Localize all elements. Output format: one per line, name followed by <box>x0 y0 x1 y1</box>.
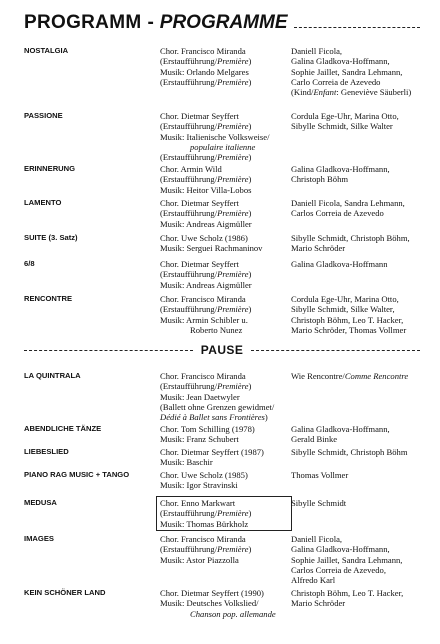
dancer-line: Wie Rencontre/Comme Rencontre <box>291 371 409 381</box>
entry-title: PASSIONE <box>24 111 63 120</box>
entry-credits <box>160 111 288 162</box>
dancer-line: Carlos Correia de Azevedo <box>291 208 384 219</box>
credit-line: Musik: Franz Schubert <box>160 434 239 445</box>
entry-title: LA QUINTRALA <box>24 371 81 380</box>
dancer-line: Carlo Correia de Azevedo <box>291 76 381 87</box>
entry-dancers <box>291 259 431 269</box>
entry-credits <box>160 534 288 565</box>
dancer-line: Galina Gladkova-Hoffmann, <box>291 56 390 67</box>
credit-line: Dédié à Ballet sans Frontières) <box>160 412 268 423</box>
entry-credits <box>156 496 292 531</box>
entry-title: PIANO RAG MUSIC + TANGO <box>24 470 130 479</box>
credit-line: (Erstaufführung/Première) <box>160 544 252 555</box>
dancer-line: Christoph Böhm, Leo T. Hacker, <box>291 314 404 325</box>
entry-title: KEIN SCHÖNER LAND <box>24 588 106 597</box>
entry-credits <box>160 424 288 445</box>
dancer-line: Daniell Ficola, <box>291 534 343 544</box>
entry-credits <box>160 233 288 254</box>
dancer-line: Sibylle Schmidt, Silke Walter <box>291 121 393 132</box>
entry-credits <box>160 259 288 290</box>
entry-credits <box>160 588 288 619</box>
dancer-line: Gerald Binke <box>291 434 338 445</box>
dancer-line: Galina Gladkova-Hoffmann, <box>291 164 390 174</box>
entry-credits <box>160 164 288 195</box>
entry-dancers <box>291 534 431 585</box>
dancer-line: Thomas Vollmer <box>291 470 349 480</box>
credit-line: Chanson pop. allemande <box>190 608 276 619</box>
entry-title: ERINNERUNG <box>24 164 76 173</box>
credit-line: Chor. Tom Schilling (1978) <box>160 424 255 434</box>
dancer-line: Cordula Ege-Uhr, Marina Otto, <box>291 294 399 304</box>
credit-line: Musik: Andreas Aigmüller <box>160 218 252 229</box>
credit-line: Chor. Francisco Miranda <box>160 46 246 56</box>
pause-rule-left <box>24 350 193 351</box>
credit-line: Chor. Dietmar Seyffert <box>160 198 239 208</box>
entry-dancers <box>291 198 431 219</box>
entry-title: LIEBESLIED <box>24 447 69 456</box>
credit-line: Chor. Francisco Miranda <box>160 294 246 304</box>
pause-label: PAUSE <box>200 343 244 357</box>
credit-line: (Erstaufführung/Première) <box>160 121 252 132</box>
entry-title: SUITE (3. Satz) <box>24 233 78 242</box>
entry-credits <box>160 470 288 491</box>
credit-line: (Erstaufführung/Première) <box>160 304 252 315</box>
title-separator: - <box>147 12 154 33</box>
credit-line: Chor. Uwe Scholz (1985) <box>160 470 248 480</box>
program-header <box>24 12 420 34</box>
credit-line: Musik: Armin Schibler u. <box>160 314 248 325</box>
credit-line: Musik: Italienische Volksweise/ <box>160 131 270 142</box>
dancer-line: Christoph Böhm, Leo T. Hacker, <box>291 588 404 598</box>
entry-dancers <box>291 588 431 609</box>
credit-line: Musik: Baschir <box>160 457 213 468</box>
entry-dancers <box>291 371 431 381</box>
dancer-line: Sibylle Schmidt, Christoph Böhm, <box>291 233 410 243</box>
pause-rule-right <box>251 350 420 351</box>
dancer-line: Sophie Jaillet, Sandra Lehmann, <box>291 66 403 77</box>
credit-line: (Erstaufführung/Première) <box>160 174 252 185</box>
dancer-line: Sophie Jaillet, Sandra Lehmann, <box>291 554 403 565</box>
credit-line: populaire italienne <box>190 141 256 152</box>
credit-line: Musik: Jean Daetwyler <box>160 391 240 402</box>
entry-dancers <box>291 233 431 254</box>
program-title-fr: PROGRAMME <box>159 12 288 33</box>
credit-line: Chor. Enno Markwart <box>160 498 236 508</box>
entry-dancers <box>291 498 431 508</box>
entry-credits <box>160 447 288 468</box>
credit-line: Musik: Andreas Aigmüller <box>160 279 252 290</box>
entry-dancers <box>291 294 431 335</box>
entry-title: MEDUSA <box>24 498 57 507</box>
pause-divider <box>24 343 420 357</box>
dancer-line: Sibylle Schmidt, Christoph Böhm <box>291 447 408 457</box>
dancer-line: Christoph Böhm <box>291 174 349 185</box>
entry-dancers <box>291 447 431 457</box>
credit-line: Musik: Thomas Bürkholz <box>160 518 249 529</box>
credit-line: Musik: Heitor Villa-Lobos <box>160 184 252 195</box>
entry-title: ABENDLICHE TÄNZE <box>24 424 102 433</box>
credit-line: Chor. Dietmar Seyffert <box>160 111 239 121</box>
entry-title: RENCONTRE <box>24 294 73 303</box>
credit-line: (Erstaufführung/Première) <box>160 208 252 219</box>
credit-line: Roberto Nunez <box>190 324 243 335</box>
dancer-line: Mario Schröder <box>291 243 346 254</box>
dancer-line: Mario Schröder, Thomas Vollmer <box>291 324 407 335</box>
dancer-line: Galina Gladkova-Hoffmann, <box>291 424 390 434</box>
credit-line: Chor. Armin Wild <box>160 164 222 174</box>
credit-line: (Ballett ohne Grenzen gewidmet/ <box>160 401 275 412</box>
entry-credits <box>160 371 288 422</box>
credit-line: (Erstaufführung/Première) <box>160 381 252 392</box>
credit-line: Musik: Serguei Rachmaninov <box>160 243 263 254</box>
credit-line: Musik: Deutsches Volkslied/ <box>160 598 259 609</box>
dancer-line: Carlos Correia de Azevedo, <box>291 564 386 575</box>
dancer-line: Galina Gladkova-Hoffmann <box>291 259 388 269</box>
entry-dancers <box>291 470 431 480</box>
dancer-line: Sibylle Schmidt <box>291 498 347 508</box>
entry-credits <box>160 198 288 229</box>
credit-line: (Erstaufführung/Première) <box>160 56 252 67</box>
credit-line: Chor. Francisco Miranda <box>160 371 246 381</box>
entry-dancers <box>291 111 431 132</box>
entry-credits <box>160 46 288 87</box>
credit-line: Musik: Igor Stravinski <box>160 480 238 491</box>
credit-line: Musik: Astor Piazzolla <box>160 554 239 565</box>
dancer-line: Galina Gladkova-Hoffmann, <box>291 544 390 555</box>
credit-line: Chor. Francisco Miranda <box>160 534 246 544</box>
entry-title: NOSTALGIA <box>24 46 69 55</box>
entry-dancers <box>291 424 431 445</box>
dancer-line: (Kind/Enfant: Geneviève Säuberli) <box>291 87 412 98</box>
entry-title: LAMENTO <box>24 198 62 207</box>
dancer-line: Alfredo Karl <box>291 575 336 586</box>
credit-line: (Erstaufführung/Première) <box>160 269 252 280</box>
credit-line: (Erstaufführung/Première) <box>160 76 252 87</box>
entry-dancers <box>291 164 431 185</box>
credit-line: Chor. Dietmar Seyffert (1987) <box>160 447 264 457</box>
credit-line: (Erstaufführung/Première) <box>160 152 252 163</box>
credit-line: Musik: Orlando Melgares <box>160 66 249 77</box>
dancer-line: Mario Schröder <box>291 598 346 609</box>
dancer-line: Cordula Ege-Uhr, Marina Otto, <box>291 111 399 121</box>
dancer-line: Daniell Ficola, <box>291 46 343 56</box>
program-title: PROGRAMM <box>24 12 142 33</box>
credit-line: (Erstaufführung/Première) <box>160 508 252 519</box>
entry-title: 6/8 <box>24 259 35 268</box>
credit-line: Chor. Uwe Scholz (1986) <box>160 233 248 243</box>
credit-line: Chor. Dietmar Seyffert <box>160 259 239 269</box>
entry-credits <box>160 294 288 335</box>
dancer-line: Sibylle Schmidt, Silke Walter, <box>291 304 395 315</box>
credit-line: Chor. Dietmar Seyffert (1990) <box>160 588 264 598</box>
entry-title: IMAGES <box>24 534 54 543</box>
dancer-line: Daniell Ficola, Sandra Lehmann, <box>291 198 405 208</box>
header-rule <box>294 27 420 28</box>
entry-dancers <box>291 46 431 97</box>
